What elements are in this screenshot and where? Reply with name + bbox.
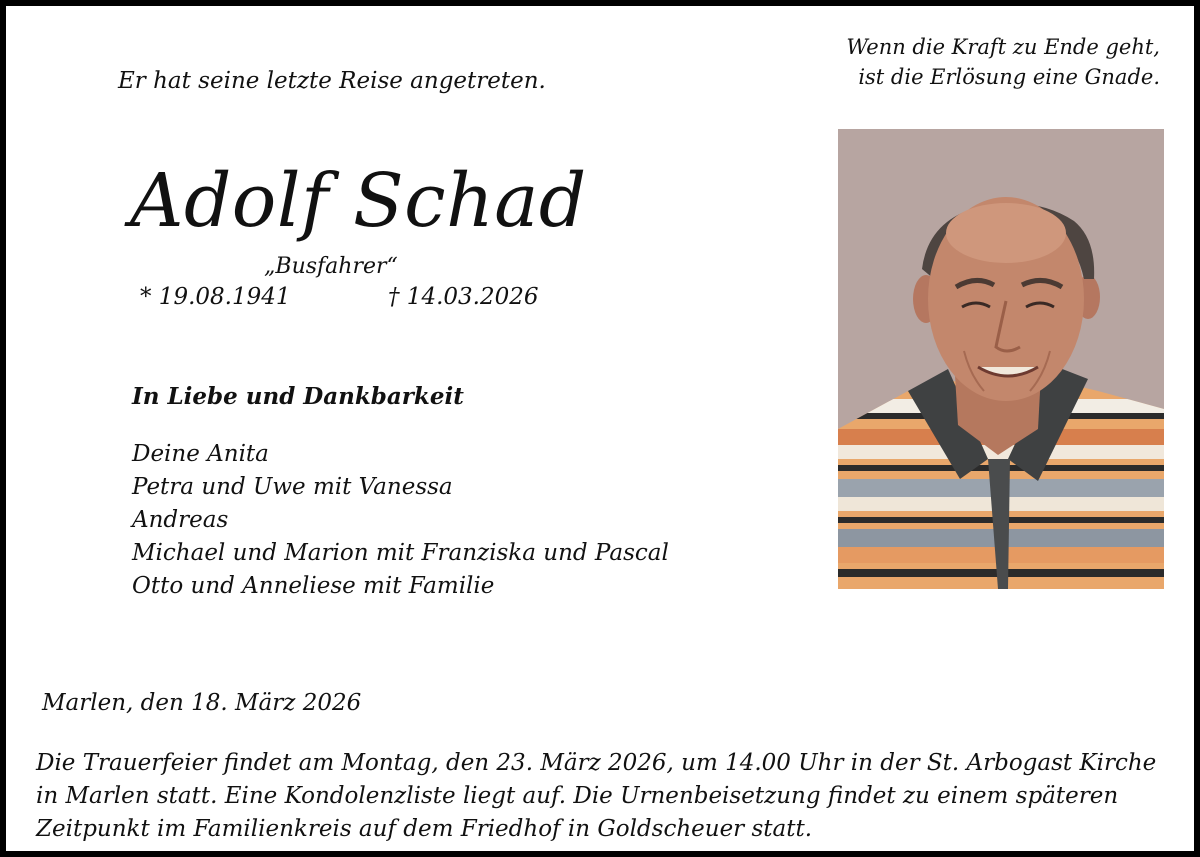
portrait-photo [838,129,1164,589]
mourner-item: Michael und Marion mit Franziska und Pascal [132,540,669,566]
death-date: † 14.03.2026 [388,284,539,310]
mourner-item: Andreas [132,507,229,533]
motto-left: Er hat seine letzte Reise angetreten. [118,68,546,94]
mourner-item: Petra und Uwe mit Vanessa [132,474,453,500]
mourner-item: Otto und Anneliese mit Familie [132,573,495,599]
dedication: In Liebe und Dankbarkeit [132,383,464,410]
motto-right-line-1: Wenn die Kraft zu Ende geht, [846,35,1160,59]
motto-right [846,32,1160,92]
place-and-date: Marlen, den 18. März 2026 [42,690,362,716]
birth-date: * 19.08.1941 [140,284,291,310]
deceased-nickname: „Busfahrer“ [264,254,398,279]
portrait-illustration [838,129,1164,589]
motto-right-line-2: ist die Erlösung eine Gnade. [858,65,1160,89]
deceased-name: Adolf Schad [130,158,587,244]
forehead [946,203,1066,263]
funeral-notice: Die Trauerfeier findet am Montag, den 23. März 2026, um 14.00 Uhr in der St. Arbogast Kirche in Marlen statt. Eine Kondolenzliste liegt auf. Die Urnenbeisetzung findet zu einem späteren Zeitpunkt im Familienkreis auf dem Friedhof in Goldscheuer statt. [36,750,1157,842]
mourner-item: Deine Anita [132,441,269,467]
mourners-list [132,438,669,603]
